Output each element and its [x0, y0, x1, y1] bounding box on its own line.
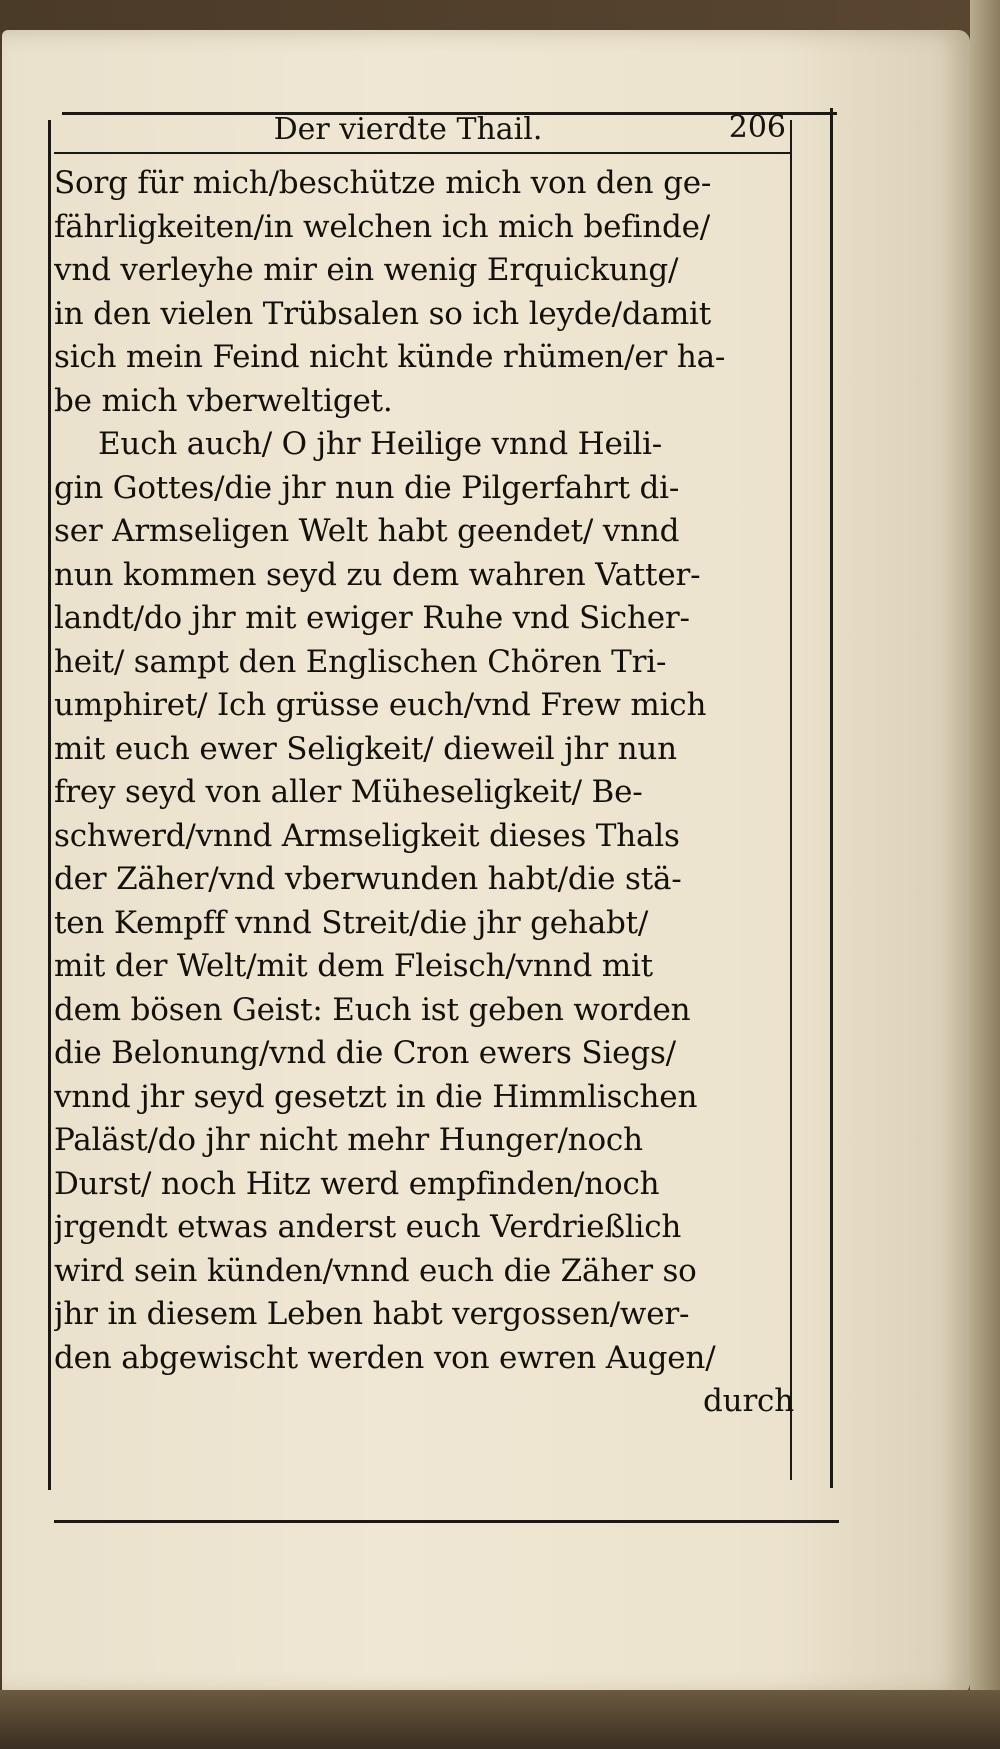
text-line: der Zäher/vnd vberwunden habt/die stä-: [54, 861, 682, 897]
text-line: heit/ sampt den Englischen Chören Tri-: [54, 643, 667, 680]
text-line: Durst/ noch Hitz werd empfinden/noch: [54, 1165, 660, 1202]
text-line: in den vielen Trübsalen so ich leyde/damit: [54, 295, 711, 332]
frame-rule-right: [830, 108, 833, 1488]
text-line: schwerd/vnnd Armseligkeit dieses Thals: [54, 817, 680, 854]
book-spine: [970, 0, 1000, 1749]
body-text: [54, 162, 794, 1424]
running-title: Der vierdte Thail.: [273, 112, 543, 147]
text-line: mit der Welt/mit dem Fleisch/vnnd mit: [54, 948, 653, 984]
text-line: fährligkeiten/in welchen ich mich befinde/: [54, 208, 711, 245]
text-line: ser Armseligen Welt habt geendet/ vnnd: [54, 513, 680, 549]
text-line: be mich vberweltiget.: [54, 382, 393, 419]
frame-rule-bottom: [54, 1520, 839, 1523]
text-line: umphiret/ Ich grüsse euch/vnd Frew mich: [54, 687, 707, 723]
catchword: durch: [703, 1383, 794, 1419]
text-line: sich mein Feind nicht künde rhümen/er ha-: [54, 339, 726, 375]
text-line: jrgendt etwas anderst euch Verdrießlich: [54, 1209, 682, 1245]
text-line: dem bösen Geist: Euch ist geben worden: [54, 991, 691, 1028]
text-line: Sorg für mich/beschütze mich von den ge-: [54, 165, 712, 201]
text-line: gin Gottes/die jhr nun die Pilgerfahrt di-: [54, 469, 680, 506]
text-line: Paläst/do jhr nicht mehr Hunger/noch: [54, 1122, 643, 1158]
text-line: Euch auch/ O jhr Heilige vnnd Heili-: [98, 426, 663, 462]
book-bottom-edge: [0, 1690, 1000, 1749]
header-rule: [54, 152, 792, 154]
text-line: ten Kempff vnnd Streit/die jhr gehabt/: [54, 904, 649, 941]
frame-rule-left: [48, 120, 51, 1490]
text-line: jhr in diesem Leben habt vergossen/wer-: [54, 1296, 690, 1332]
text-line: wird sein künden/vnnd euch die Zäher so: [54, 1252, 697, 1289]
text-line: frey seyd von aller Müheseligkeit/ Be-: [54, 774, 643, 810]
text-line: nun kommen seyd zu dem wahren Vatter-: [54, 556, 701, 593]
text-line: den abgewischt werden von ewren Augen/: [54, 1339, 716, 1376]
text-line: vnd verleyhe mir ein wenig Erquickung/: [54, 252, 679, 288]
text-line: vnnd jhr seyd gesetzt in die Himmlischen: [54, 1078, 698, 1115]
text-line: die Belonung/vnd die Cron ewers Siegs/: [54, 1035, 676, 1071]
text-line: landt/do jhr mit ewiger Ruhe vnd Sicher-: [54, 600, 690, 636]
text-line: mit euch ewer Seligkeit/ dieweil jhr nun: [54, 730, 677, 767]
page-number: 206: [728, 110, 786, 145]
